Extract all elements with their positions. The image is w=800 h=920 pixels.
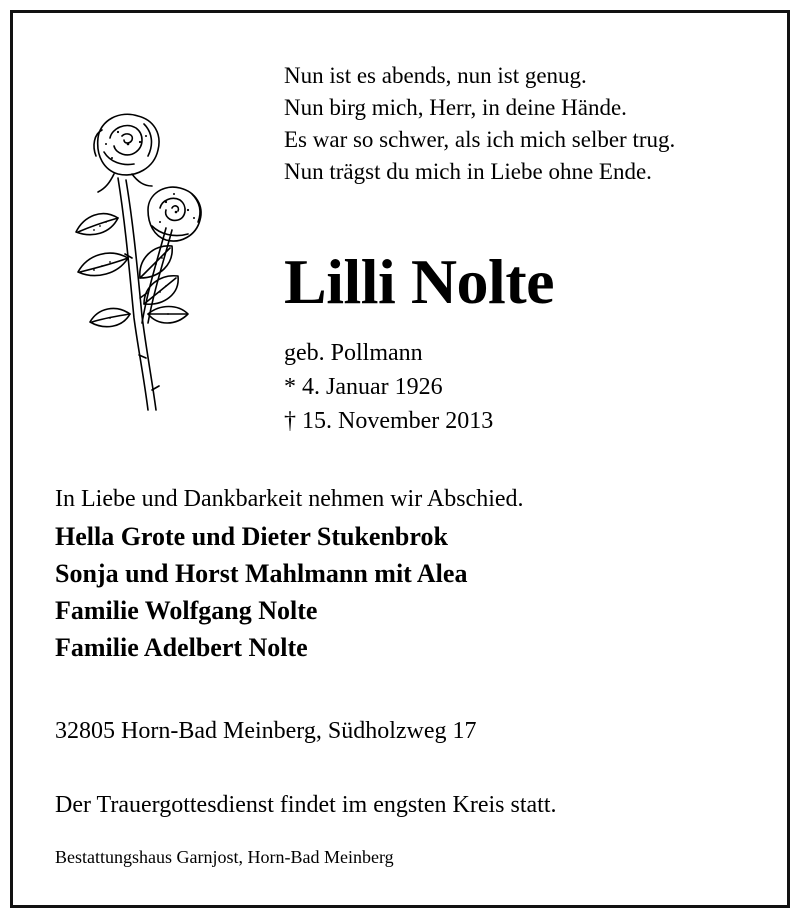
undertaker-credit: Bestattungshaus Garnjost, Horn-Bad Meinberg bbox=[55, 847, 394, 867]
deceased-name: Lilli Nolte bbox=[284, 246, 555, 317]
rose-icon bbox=[48, 108, 208, 418]
birth-date: * 4. Januar 1926 bbox=[284, 374, 443, 400]
family-address: 32805 Horn-Bad Meinberg, Südholzweg 17 bbox=[55, 718, 477, 744]
poem bbox=[284, 60, 675, 188]
poem-line: Nun birg mich, Herr, in deine Hände. bbox=[284, 95, 627, 120]
mourner-name: Sonja und Horst Mahlmann mit Alea bbox=[55, 559, 468, 588]
mourner-name: Hella Grote und Dieter Stukenbrok bbox=[55, 522, 448, 551]
farewell-intro: In Liebe und Dankbarkeit nehmen wir Abschied. bbox=[55, 486, 524, 512]
deceased-details bbox=[284, 336, 493, 438]
poem-line: Nun trägst du mich in Liebe ohne Ende. bbox=[284, 159, 652, 184]
maiden-name: geb. Pollmann bbox=[284, 340, 423, 366]
death-date: † 15. November 2013 bbox=[284, 408, 494, 434]
poem-line: Es war so schwer, als ich mich selber trug. bbox=[284, 127, 676, 152]
mourners-list bbox=[55, 518, 467, 666]
poem-line: Nun ist es abends, nun ist genug. bbox=[284, 63, 587, 88]
service-note: Der Trauergottesdienst findet im engsten Kreis statt. bbox=[55, 792, 557, 818]
mourner-name: Familie Adelbert Nolte bbox=[55, 633, 308, 662]
mourner-name: Familie Wolfgang Nolte bbox=[55, 596, 318, 625]
